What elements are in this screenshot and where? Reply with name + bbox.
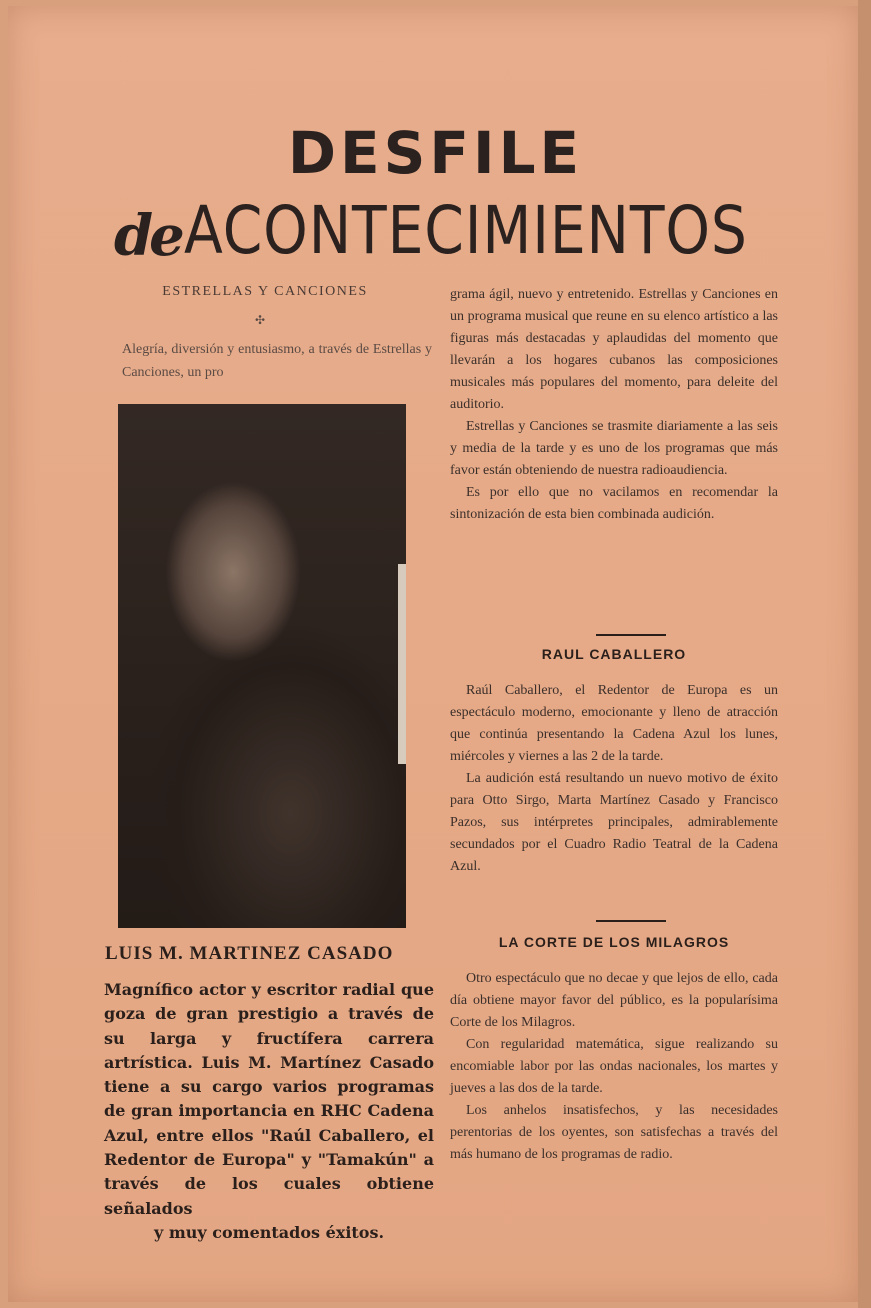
estrellas-continued bbox=[450, 284, 778, 526]
intro-text: Alegría, diversión y entusiasmo, a través de Estrellas y Canciones, un pro bbox=[122, 342, 432, 380]
page-edge bbox=[858, 0, 871, 1308]
corte-text bbox=[450, 968, 778, 1166]
paragraph: La audición está resultando un nuevo motivo de éxito para Otto Sirgo, Marta Martínez Casado y Francisco Pazos, sus intérpretes principales, admirablemente secundados por el Cuadro Radio Teatral de la Cadena Azul. bbox=[450, 771, 778, 874]
divider bbox=[596, 920, 666, 922]
paragraph: Otro espectáculo que no decae y que lejos de ello, cada día obtiene mayor favor del público, es la popularísima Corte de los Milagros. bbox=[450, 971, 778, 1030]
paragraph: Con regularidad matemática, sigue realizando su encomiable labor por las ondas nacionales, los martes y jueves a las dos de la tarde. bbox=[450, 1037, 778, 1096]
portrait-photo bbox=[118, 404, 406, 928]
section-heading-raul: RAUL CABALLERO bbox=[541, 646, 687, 662]
caption-name: LUIS M. MARTINEZ CASADO bbox=[105, 943, 394, 964]
ornament-icon: ✣ bbox=[255, 313, 266, 327]
paragraph: Estrellas y Canciones se trasmite diariamente a las seis y media de la tarde y es uno de los programas que más favor están obteniendo de nuestra radioaudiencia. bbox=[450, 419, 778, 478]
raul-text bbox=[450, 680, 778, 878]
section-heading-corte: LA CORTE DE LOS MILAGROS bbox=[498, 934, 730, 950]
caption-body bbox=[104, 978, 434, 1245]
divider bbox=[596, 634, 666, 636]
photo-highlight bbox=[398, 564, 406, 764]
section-heading-estrellas: ESTRELLAS Y CANCIONES bbox=[162, 284, 368, 299]
paragraph: Es por ello que no vacilamos en recomendar la sintonización de esta bien combinada audición. bbox=[450, 485, 778, 522]
title-line-2 bbox=[110, 192, 760, 275]
title-line-1: DESFILE bbox=[287, 119, 584, 187]
paragraph: grama ágil, nuevo y entretenido. Estrellas y Canciones en un programa musical que reune en su elenco artístico a las figuras más destacadas y aplaudidas del momento que llevarán a los hogares cubanos las composiciones musicales más populares del momento, para deleite del auditorio. bbox=[450, 287, 778, 412]
caption-last-line: y muy comentados éxitos. bbox=[153, 1222, 385, 1242]
paragraph: Raúl Caballero, el Redentor de Europa es un espectáculo moderno, emocionante y lleno de atracción que continúa presentando la Cadena Azul los lunes, miércoles y viernes a las 2 de la tarde. bbox=[450, 683, 778, 764]
title-prefix: de bbox=[114, 203, 181, 269]
paragraph: Los anhelos insatisfechos, y las necesidades perentorias de los oyentes, son satisfechas a través del más humano de los programas de radio. bbox=[450, 1103, 778, 1162]
title-main: ACONTECIMIENTOS bbox=[184, 192, 748, 269]
caption-text: Magnífico actor y escritor radial que goza de gran prestigio a través de su larga y fructífera carrera artrística. Luis M. Martínez Casado tiene a su cargo varios programas de gran importancia en RHC Cadena Azul, entre ellos "Raúl Caballero, el Redentor de Europa" y "Tamakún" a través de los cuales obtiene señalados bbox=[104, 980, 434, 1218]
